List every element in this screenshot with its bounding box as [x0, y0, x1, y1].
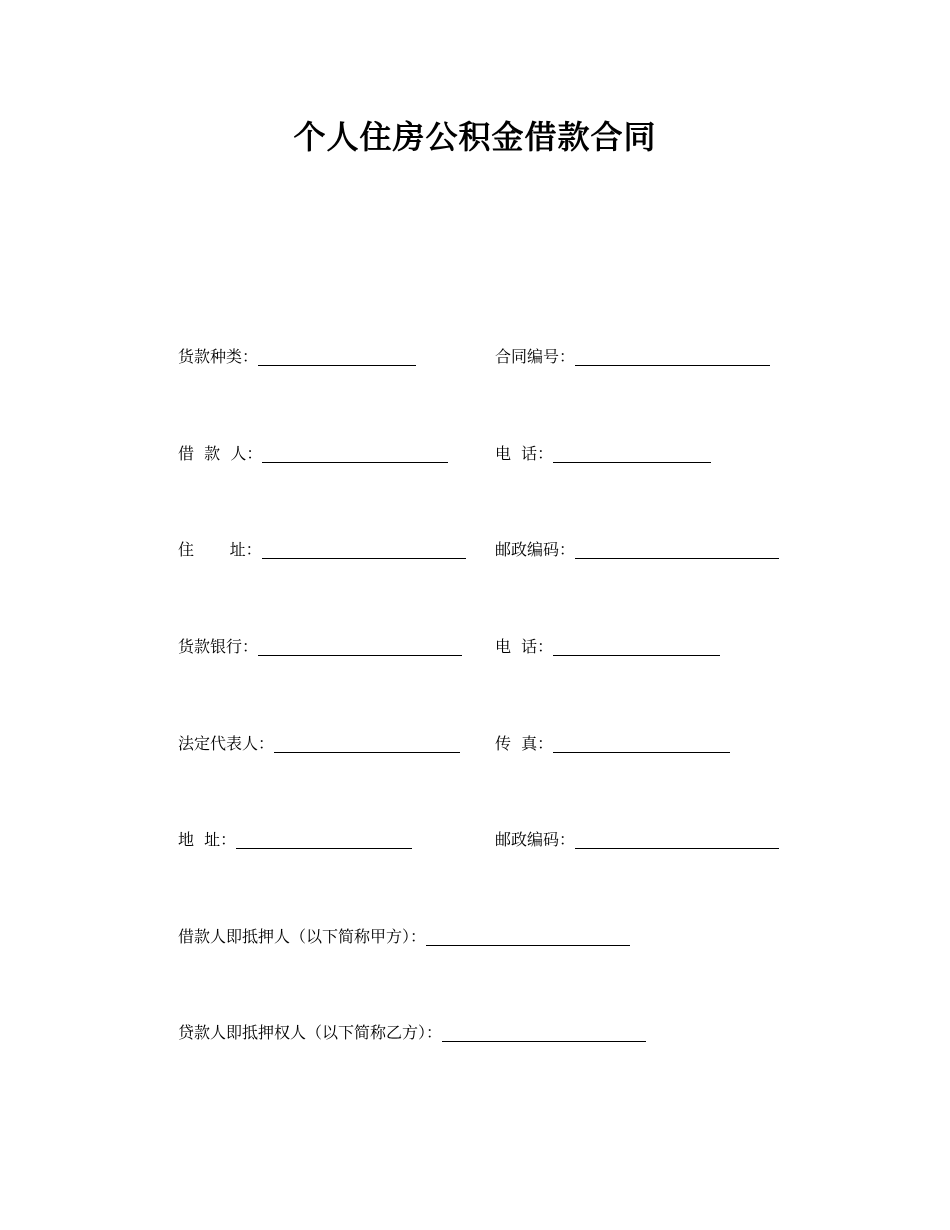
- address-postcode-field: [495, 825, 779, 851]
- party-b-label: 贷款人即抵押权人（以下简称乙方）：: [178, 1023, 443, 1042]
- residence-label: 住 址：: [178, 540, 262, 559]
- bank-phone-field: [495, 632, 720, 658]
- legal-rep-blank[interactable]: [274, 732, 460, 753]
- legal-rep-label: 法定代表人：: [178, 734, 275, 753]
- bank-phone-label: 电 话：: [495, 637, 554, 656]
- loan-type-blank[interactable]: [258, 345, 416, 366]
- borrower-phone-label: 电 话：: [495, 444, 554, 463]
- loan-type-label: 货款种类：: [178, 347, 259, 366]
- address-label: 地 址：: [178, 830, 237, 849]
- party-a-blank[interactable]: [426, 925, 630, 946]
- residence-postcode-label: 邮政编码：: [495, 540, 576, 559]
- address-postcode-blank[interactable]: [575, 828, 779, 849]
- document-title: 个人住房公积金借款合同: [293, 118, 657, 156]
- borrower-blank[interactable]: [262, 442, 448, 463]
- fax-field: [495, 729, 730, 755]
- residence-blank[interactable]: [262, 538, 466, 559]
- contract-number-blank[interactable]: [575, 345, 770, 366]
- lending-bank-blank[interactable]: [258, 635, 462, 656]
- residence-postcode-field: [495, 535, 779, 561]
- borrower-phone-field: [495, 439, 711, 465]
- contract-number-label: 合同编号：: [495, 347, 576, 366]
- residence-field: [178, 535, 466, 561]
- party-a-field: [178, 922, 630, 948]
- lending-bank-field: [178, 632, 462, 658]
- borrower-field: [178, 439, 448, 465]
- legal-rep-field: [178, 729, 460, 755]
- borrower-label: 借 款 人：: [178, 444, 263, 463]
- party-a-label: 借款人即抵押人（以下简称甲方）：: [178, 927, 427, 946]
- party-b-field: [178, 1018, 646, 1044]
- residence-postcode-blank[interactable]: [575, 538, 779, 559]
- loan-type-field: [178, 342, 416, 368]
- address-blank[interactable]: [236, 828, 412, 849]
- party-b-blank[interactable]: [442, 1021, 646, 1042]
- address-postcode-label: 邮政编码：: [495, 830, 576, 849]
- fax-label: 传 真：: [495, 734, 554, 753]
- borrower-phone-blank[interactable]: [553, 442, 711, 463]
- bank-phone-blank[interactable]: [553, 635, 720, 656]
- lending-bank-label: 货款银行：: [178, 637, 259, 656]
- contract-number-field: [495, 342, 770, 368]
- address-field: [178, 825, 412, 851]
- fax-blank[interactable]: [553, 732, 730, 753]
